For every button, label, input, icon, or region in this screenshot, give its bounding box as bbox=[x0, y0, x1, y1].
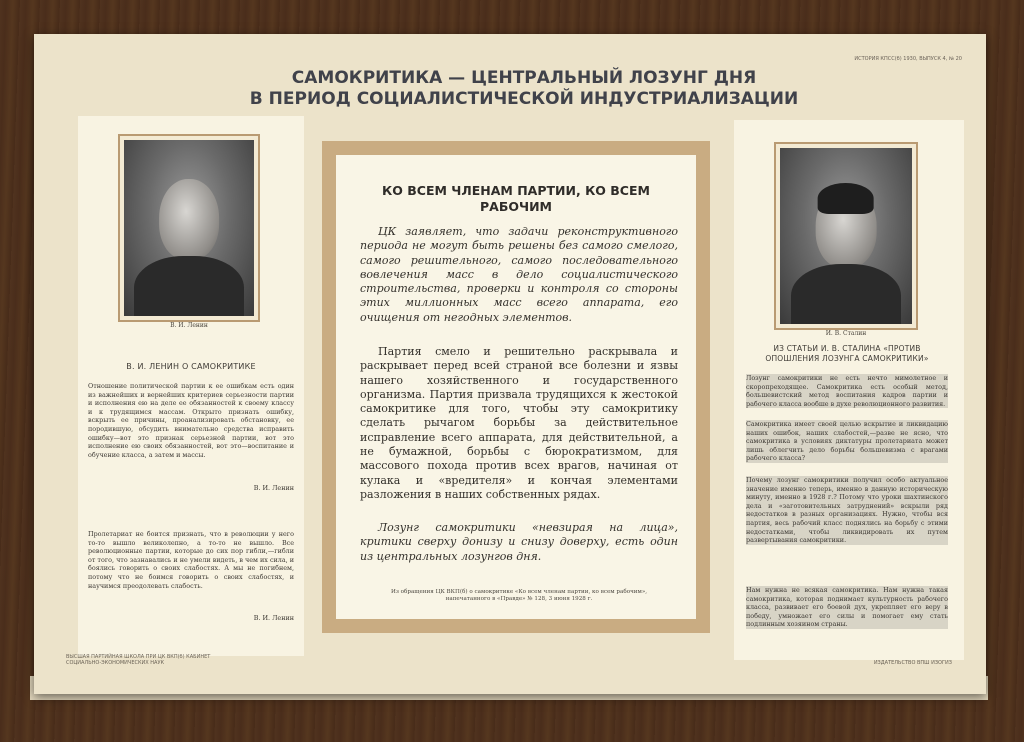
stalin-section-heading: ИЗ СТАТЬИ И. В. СТАЛИНА «ПРОТИВ ОПОШЛЕНИЯ ЛОЗУНГА САМОКРИТИКИ» bbox=[765, 344, 929, 363]
stalin-paragraph-2: Самокритика имеет своей целью вскрытие и ликвидацию наших ошибок, наших слабостей,—разве не ясно, что самокритика в условиях диктатуры пролетариата может лишь облегчить дело борьбы большевизма с врагами рабочего класса? bbox=[746, 420, 948, 463]
stalin-head bbox=[816, 187, 877, 268]
central-document bbox=[336, 155, 696, 619]
series-note: ИСТОРИЯ КПСС(б) 1930, ВЫПУСК 4, № 20 bbox=[854, 56, 962, 62]
stalin-panel bbox=[734, 120, 964, 660]
lenin-portrait bbox=[118, 134, 260, 322]
stalin-caption: И. В. Сталин bbox=[825, 330, 867, 337]
central-document-title: КО ВСЕМ ЧЛЕНАМ ПАРТИИ, КО ВСЕМ РАБОЧИМ bbox=[382, 183, 650, 214]
lenin-quote-1-attribution: В. И. Ленин bbox=[253, 484, 294, 492]
lenin-caption: В. И. Ленин bbox=[170, 322, 208, 329]
central-paragraph-3 bbox=[360, 521, 678, 564]
lenin-quote-2-attribution: В. И. Ленин bbox=[253, 614, 294, 622]
central-document-source: Из обращения ЦК ВКП(б) о самокритике «Ко всем членам партии, ко всем рабочим», напечатанного в «Правде» № 128, 3 июня 1928 г. bbox=[390, 589, 648, 603]
lenin-section-heading: В. И. ЛЕНИН О САМОКРИТИКЕ bbox=[126, 362, 256, 371]
poster-title bbox=[244, 68, 804, 110]
poster-title-line2: В ПЕРИОД СОЦИАЛИСТИЧЕСКОЙ ИНДУСТРИАЛИЗАЦИИ bbox=[249, 89, 799, 109]
central-paragraph-3-text: Лозунг самокритики «невзирая на лица», критики сверху донизу и снизу доверху, есть один из центральных лозунгов дня. bbox=[360, 521, 678, 563]
publisher-note-left: ВЫСШАЯ ПАРТИЙНАЯ ШКОЛА ПРИ ЦК ВКП(б) КАБИНЕТ СОЦИАЛЬНО-ЭКОНОМИЧЕСКИХ НАУК bbox=[66, 654, 211, 666]
central-paragraph-1-text: ЦК заявляет, что задачи реконструктивного периода не могут быть решены без самого смелого, самого решительного, самого последовательного вовлечения масс в дело социалистического строительства, проверки и контроля со стороны этих миллионных масс всего аппарата, его очищения от негодных элементов. bbox=[360, 225, 678, 324]
central-paragraph-2: Партия смело и решительно раскрывала и раскрывает перед всей страной все болезни и язвы нашего хозяйственного и государственного организма. Партия призвала трудящихся к жестокой самокритике для того, чтобы эту самокритику сделать рычагом борьбы за действительное исправление всего аппарата, для действительной, а не бумажной, борьбы с бюрократизмом, для массового похода против всех врагов, начиная от кулака и «вредителя» и кончая элементами разложения в наших собственных рядах. bbox=[360, 345, 678, 501]
stalin-portrait bbox=[774, 142, 918, 330]
lenin-head bbox=[159, 179, 219, 260]
stalin-body bbox=[791, 264, 902, 324]
lenin-body bbox=[134, 256, 243, 316]
central-paragraph-1 bbox=[360, 225, 678, 325]
stalin-paragraph-4: Нам нужна не всякая самокритика. Нам нужна такая самокритика, которая поднимает культурность рабочего класса, развивает его боевой дух, укрепляет его веру в победу, умножает его силы и помогает ему стать подлинным хозяином страны. bbox=[746, 586, 948, 629]
poster-title-line1: САМОКРИТИКА — ЦЕНТРАЛЬНЫЙ ЛОЗУНГ ДНЯ bbox=[291, 68, 757, 88]
stalin-paragraph-3: Почему лозунг самокритики получил особо актуальное значение именно теперь, именно в данную историческую минуту, именно в 1928 г.? Потому что уроки шахтинского дела и «заготовительных затруднений» вскрыли ряд недостатков в разных организациях. Нужно, чтобы вся партия, весь рабочий класс поднялись на борьбу с этими недостатками, чтобы ликвидировать их путем развертывания самокритики. bbox=[746, 476, 948, 545]
stalin-photo bbox=[780, 148, 912, 324]
lenin-quote-1: Отношение политической партии к ее ошибкам есть один из важнейших и вернейших критериев серьезности партии и исполнения ею на деле ее обязанностей к своему классу и к трудящимся массам. Открыто признать ошибку, вскрыть ее причины, проанализировать обстановку, ее породившую, обсудить внимательно средства исправить ошибку—вот это признак серьезной партии, вот это исполнение ею своих обязанностей, вот это—воспитание и обучение класса, а затем и массы. bbox=[88, 382, 294, 459]
publisher-note-right: ИЗДАТЕЛЬСТВО ВПШ ИЗОГИЗ bbox=[873, 660, 952, 666]
lenin-photo bbox=[124, 140, 254, 316]
lenin-quote-2: Пролетариат не боится признать, что в революции у него то-то вышло великолепно, а то-то не вышло. Все революционные партии, которые до сих пор гибли,—гибли от того, что зазнавались и не умели видеть, в чем их сила, и боялись говорить о своих слабостях. А мы не погибнем, потому что не боимся говорить о своих слабостях, и научимся преодолевать слабость. bbox=[88, 530, 294, 590]
stalin-paragraph-1: Лозунг самокритики не есть нечто мимолетное и скоропреходящее. Самокритика есть особый метод, большевистский метод воспитания кадров партии и рабочего класса вообше в духе революционного развития. bbox=[746, 374, 948, 408]
lenin-panel bbox=[78, 116, 304, 656]
central-document-frame bbox=[322, 141, 710, 633]
